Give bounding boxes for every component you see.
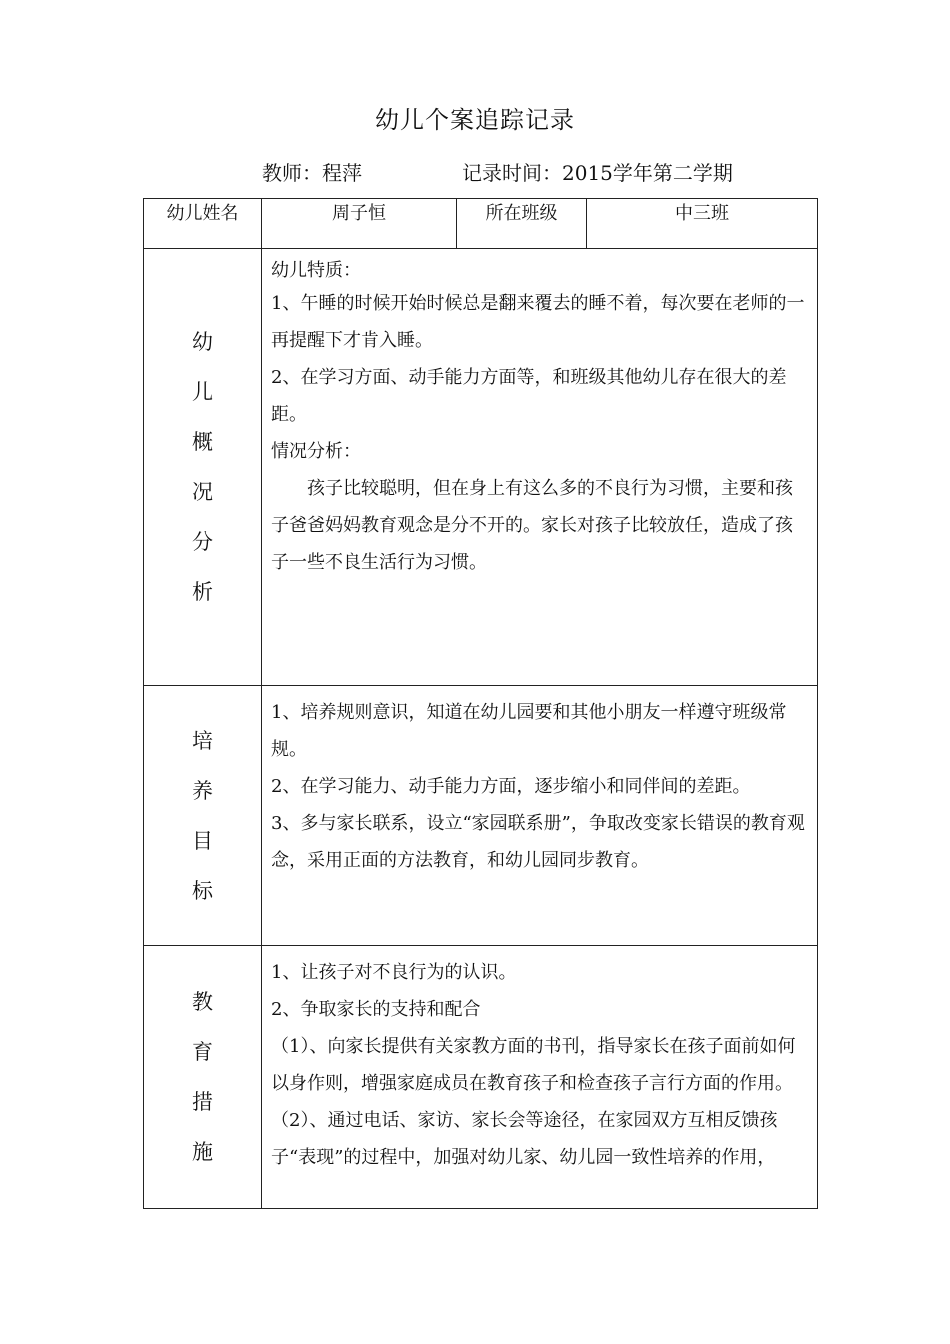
record-table bbox=[143, 198, 818, 1209]
goal-item: 3、多与家长联系，设立“家园联系册”，争取改变家长错误的教育观念，采用正面的方法教育，和幼儿园同步教育。 bbox=[271, 813, 805, 871]
header-row bbox=[144, 199, 818, 249]
measure-item: 2、争取家长的支持和配合 bbox=[271, 999, 481, 1020]
analysis-title: 情况分析： bbox=[271, 441, 361, 462]
goals-content bbox=[262, 686, 818, 946]
measure-item: （1）、向家长提供有关家教方面的书刊，指导家长在孩子面前如何以身作则，增强家庭成员在教育孩子和检查孩子言行方面的作用。 bbox=[271, 1036, 796, 1094]
trait-item: 1、午睡的时候开始时候总是翻来覆去的睡不着，每次要在老师的一再提醒下才肯入睡。 bbox=[271, 293, 805, 351]
teacher-info: 教师：程萍 bbox=[262, 161, 362, 185]
name-label: 幼儿姓名 bbox=[144, 199, 262, 249]
measure-item: （2）、通过电话、家访、家长会等途径，在家园双方互相反馈孩子“表现”的过程中，加强对幼儿家、幼儿园一致性培养的作用， bbox=[271, 1110, 778, 1168]
goals-label: 培 养 目 标 bbox=[144, 686, 262, 946]
analysis-text: 孩子比较聪明，但在身上有这么多的不良行为习惯，主要和孩子爸爸妈妈教育观念是分不开的。家长对孩子比较放任，造成了孩子一些不良生活行为习惯。 bbox=[271, 478, 793, 573]
measure-item: 1、让孩子对不良行为的认识。 bbox=[271, 962, 517, 983]
section-goals bbox=[144, 686, 818, 946]
section-overview bbox=[144, 249, 818, 686]
class-value: 中三班 bbox=[587, 199, 818, 249]
traits-title: 幼儿特质： bbox=[271, 260, 361, 281]
overview-content bbox=[262, 249, 818, 686]
record-time: 记录时间：2015学年第二学期 bbox=[462, 161, 733, 185]
name-value: 周子恒 bbox=[262, 199, 457, 249]
trait-item: 2、在学习方面、动手能力方面等，和班级其他幼儿存在很大的差距。 bbox=[271, 367, 787, 425]
goal-item: 1、培养规则意识，知道在幼儿园要和其他小朋友一样遵守班级常规。 bbox=[271, 702, 787, 760]
goal-item: 2、在学习能力、动手能力方面，逐步缩小和同伴间的差距。 bbox=[271, 776, 751, 797]
class-label: 所在班级 bbox=[457, 199, 587, 249]
overview-label: 幼 儿 概 况 分 析 bbox=[144, 249, 262, 686]
measures-label: 教 育 措 施 bbox=[144, 946, 262, 1209]
document-title: 幼儿个案追踪记录 bbox=[375, 106, 575, 134]
measures-content bbox=[262, 946, 818, 1209]
section-measures bbox=[144, 946, 818, 1209]
